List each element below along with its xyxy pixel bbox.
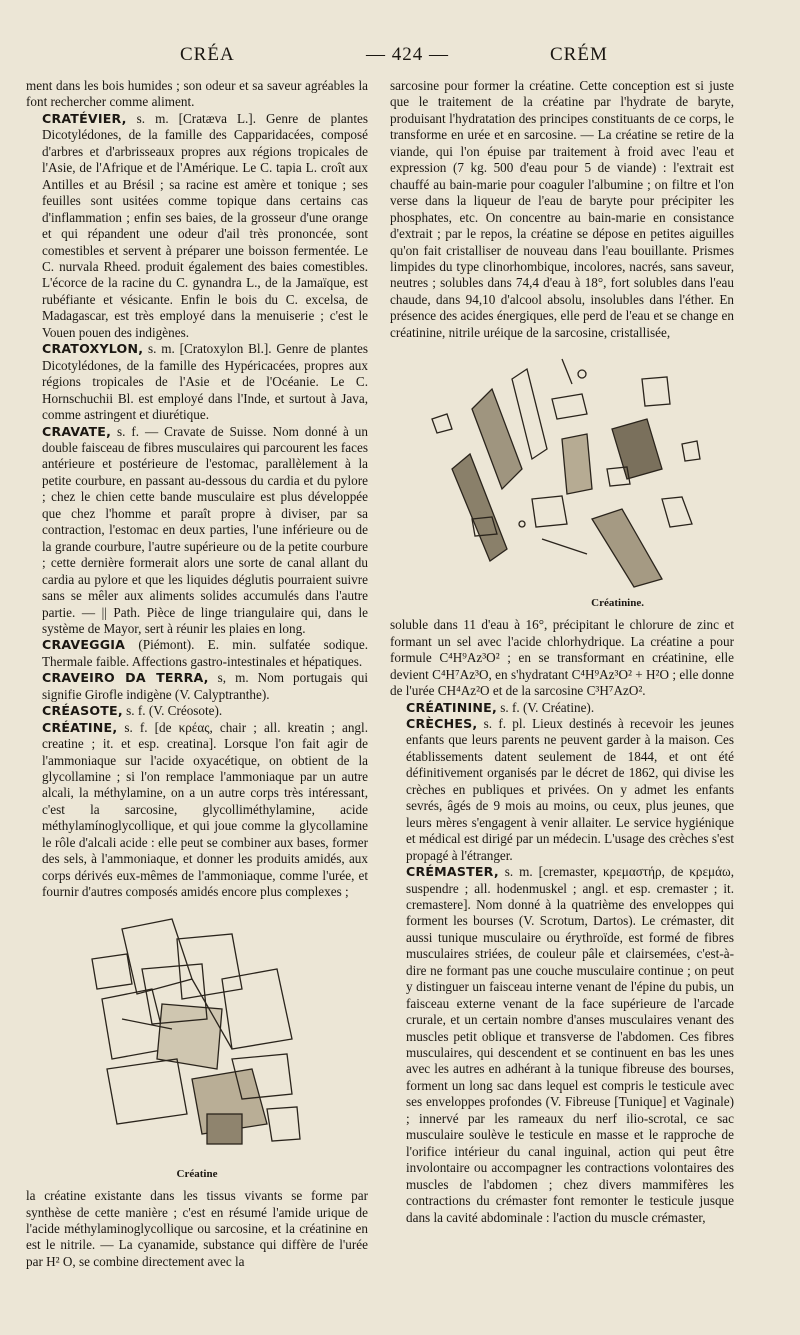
running-head-right: CRÉM — [550, 44, 608, 65]
entry-cremaster — [390, 864, 734, 1226]
entry-body: s. f. — Cravate de Suisse. Nom donné à un double faisceau de fibres musculaires qui parcourent les faces antérieure et postérieure de l'estomac, parallèlement à la petite courbure, en passant au-dessous du cardia et du pylore ; chez le chien cette bande musculaire est plus développée que chez l'homme et paraît propre à diviser, par sa contraction, l'estomac en deux parties, l'une inférieure ou de la grande courbure, l'autre supérieure ou de la petite courbure ; cette dernière formerait alors une sorte de canal allant du cardia au pylore et que les liquides déglutis pourraient suivre sans se mêler aux aliments solides accumulés dans l'autre partie. — || Path. Pièce de linge triangulaire qui, dans le système de Mayor, sert à réunir les plaies en long. — [42, 423, 368, 636]
figure-caption: Créatine — [176, 1167, 218, 1180]
entry-cravate — [26, 424, 368, 638]
entry-body: s, m. Nom portugais qui signifie Girofle indigène (V. Calyptranthe). — [42, 670, 368, 702]
creatine-crystals-illustration — [82, 909, 312, 1164]
entry-body: (Piémont). E. min. sulfatée sodique. Thermale faible. Affections gastro-intestinales et hépatiques. — [42, 637, 368, 669]
headword: CRÉASOTE, — [42, 703, 123, 719]
headword: CRÉATININE, — [406, 699, 497, 715]
entry-body: s. m. [Cratoxylon Bl.]. Genre de plantes Dicotylédones, de la famille des Hypéricacées, propres aux régions tropicales de l'Asie et de l'Océanie. Le C. Hornschuchii Bl. est employé dans l'Inde, et surtout à Java, comme astringent et diurétique. — [42, 341, 368, 423]
entry-creasote — [26, 703, 368, 719]
paragraph: la créatine existante dans les tissus vivants se forme par synthèse de cette manière ; c'est en résumé l'amide urique de l'acide méthylaminoglycollique ou sarcosine, et la créatinine en est le nitrile. — La cyanamide, substance qui diffère de l'urée par H² O, se combine directement avec la — [26, 1188, 368, 1269]
entry-body: s. f. (V. Créatine). — [496, 699, 595, 715]
headword: CRÉATINE, — [42, 719, 118, 735]
headword: CRAVEGGIA — [42, 637, 126, 653]
entry-creches — [390, 716, 734, 864]
page-number: — 424 — — [366, 44, 449, 65]
entry-body: s. m. [Cratæva L.]. Genre de plantes Dicotylédones, de la famille des Capparidacées, composé d'arbres et d'arbrisseaux propres aux régions tropicales de l'Asie, de l'Afrique et de l'Amérique. Le C. tapia L. croît aux Antilles et au Brésil ; sa racine est amère et tonique ; ses feuilles sont usitées comme topique dans certains cas d'inflammation ; enfin ses baies, de la grosseur d'une orange et qui répandent une odeur d'ail très prononcée, sont comestibles et servent à préparer une boisson fermentée. Le C. nurvala Rheed. produit également des baies comestibles. L'écorce de la racine du C. gynandra L., de la Jamaïque, est rubéfiante et vésicante. Enfin le bois du C. excelsa, de Madagascar, est très employé dans la menuiserie ; c'est le Vouen pouen des indigènes. — [42, 110, 368, 340]
creatinine-crystal-figure — [402, 349, 722, 611]
entry-craveiro — [26, 670, 368, 703]
headword: CRAVEIRO DA TERRA, — [42, 670, 209, 686]
entry-body: s. f. [de κρέας, chair ; all. kreatin ; angl. creatine ; it. et esp. creatina]. Lorsque l'on fait agir de l'ammoniaque sur l'acide oxyacétique, on obtient de la glycollamine ; si l'on remplace l'ammoniaque par un autre alcali, la méthylamine, on a un autre corps très intéressant, c'est la sarcosine, glycolliméthylamine, acide méthylamínoglycollique, et qui joue comme la glycollamine le rôle d'alcali acide : elle peut se combiner aux bases, former des sels, à l'ammoniaque, et donner les produits amidés, aux corps dérivés eux-mêmes de l'ammoniaque, comme l'urée, et fournir d'autres composés amidés encore plus complexes ; — [42, 719, 368, 900]
right-column — [390, 78, 734, 1313]
entry-cratoxylon — [26, 341, 368, 423]
creatine-crystal-figure — [82, 909, 312, 1182]
entry-body: s. m. [cremaster, κρεμαστήρ, de κρεμάω, suspendre ; all. hodenmuskel ; angl. et esp. cremaster ; it. cremastere]. Nom donné à la quatrième des enveloppes qui forment les bourses (V. Scrotum, Dartos). Le crémaster, dit aussi tunique musculaire ou érythroïde, est formé de fibres musculaires striées, de couleur pâle et clairsemées, c'est-à-dire ne formant pas une couche musculaire continue ; on peut y distinguer un faisceau interne venant de l'épine du pubis, un faisceau externe venant de la face supérieure de l'arcade crurale, et un certain nombre d'anses musculaires venant des muscles petit oblique et transverse de l'abdomen. Ces fibres musculaires, qui descendent et se continuent en bas les unes avec les autres en adhérant à la tunique fibreuse des bourses, forment un long sac dans lequel est compris le testicule avec ses enveloppes profondes (V. Fibreuse [Tunique] et Vaginale) ; innervé par les rameaux du nerf ilio-scrotal, ce sac musculaire soulève le testicule en masse et le rapproche de l'orifice intérieur du canal inguinal, action qui peut être involontaire ou accompagner les contractions volontaires des muscles de l'abdomen ; chez divers mammifères les contractions du crémaster font remonter le testicule jusque dans la cavité abdominale : l'action du muscle crémaster, — [406, 864, 734, 1225]
entry-creatinine — [390, 700, 734, 716]
running-head-left: CRÉA — [180, 44, 235, 65]
continuation-paragraph: ment dans les bois humides ; son odeur et sa saveur agréables la font rechercher comme aliment. — [26, 78, 368, 110]
entry-body: s. f. (V. Créosote). — [122, 703, 223, 719]
entry-body: s. f. pl. Lieux destinés à recevoir les jeunes enfants que leurs parents ne peuvent garder à la maison. Ces établissements datent seulement de 1844, et ont été définitivement organisés par le décret de 1862, qui divise les crèches en publiques et privées. On y admet les enfants sevrés, âgés de 9 mois au moins, ou ceux, plus jeunes, que leurs mères s'engagent à venir allaiter. Le service hygiénique et médical est dirigé par un médecin. L'usage des crèches s'est propagé à l'étranger. — [406, 715, 734, 863]
entry-creatine — [26, 720, 368, 901]
entry-cratevier — [26, 111, 368, 341]
running-head — [22, 44, 778, 68]
headword: CRÈCHES, — [406, 715, 478, 731]
headword: CRATÉVIER, — [42, 110, 127, 126]
entry-craveggia — [26, 637, 368, 670]
creatinine-crystals-illustration — [412, 349, 712, 594]
headword: CRATOXYLON, — [42, 341, 144, 357]
paragraph: soluble dans 11 d'eau à 16°, précipitant le chlorure de zinc et formant un sel avec l'acide chlorhydrique. La créatine a pour formule C⁴H⁹Az³O² ; en se transformant en créatinine, elle devient C⁴H⁷Az³O, en s'hydratant C⁴H⁹Az³O² + H²O ; elle donne de l'urée CH⁴Az²O et de la sarcosine C³H⁷AzO². — [390, 617, 734, 699]
figure-caption: Créatinine. — [591, 596, 644, 609]
headword: CRAVATE, — [42, 423, 112, 439]
headword: CRÉMASTER, — [406, 864, 499, 880]
continuation-paragraph: sarcosine pour former la créatine. Cette conception est si juste que le traitement de la créatine par l'hydrate de baryte, produisant l'hydratation des principes constituants de ce corps, le transforme en urée et en sarcosine. — La créatine se retire de la viande, qui l'on épuise par traitement à froid avec l'eau et expression (7 kg. 500 d'eau pour 5 de viande) : l'extrait est chauffé au bain-marie pour coaguler l'albumine ; on filtre et l'on verse dans la liqueur de l'eau de baryte pour précipiter les phosphates, etc. On concentre au bain-marie en consistance d'extrait ; par le repos, la créatine se dépose en petites aiguilles qu'on fait cristalliser de nouveau dans l'eau bouillante. Prismes limpides du type clinorhombique, incolores, nacrés, sans saveur, neutres ; solubles dans 74,4 d'eau à 18°, fort solubles dans l'eau chaude, dans 94,10 d'alcool absolu, insolubles dans l'éther. En présence des acides énergiques, elle perd de l'eau et se change en créatinine, nitrile uréique de la sarcosine, cristallisée, — [390, 78, 734, 340]
left-column — [26, 78, 368, 1313]
